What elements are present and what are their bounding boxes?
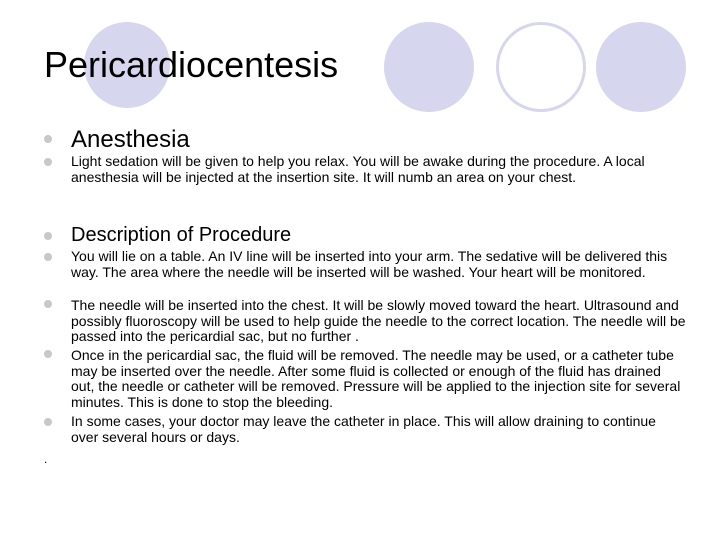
section-heading-procedure: Description of Procedure (71, 224, 292, 246)
bullet-icon (44, 158, 52, 166)
section-heading-anesthesia: Anesthesia (71, 126, 190, 153)
decor-circle-2 (384, 22, 474, 112)
decor-circle-4 (596, 22, 686, 112)
procedure-paragraph-3: Once in the pericardial sac, the fluid will be removed. The needle may be used, or a catheter tube may be inserted over the needle. After some fluid is collected or enough of the fluid has drained out, the needle or catheter will be removed. Pressure will be applied to the injection site for several minutes. This is done to stop the bleeding. (71, 347, 681, 410)
anesthesia-paragraph: Light sedation will be given to help you relax. You will be awake during the procedure. A local anesthesia will be injected at the insertion site. It will numb an area on your chest. (71, 153, 645, 185)
decor-circle-3 (496, 22, 586, 112)
bullet-icon (44, 418, 52, 426)
bullet-icon (44, 232, 52, 240)
bullet-icon (44, 350, 52, 358)
bullet-icon (44, 300, 52, 308)
bullet-icon (44, 253, 52, 261)
procedure-paragraph-4: In some cases, your doctor may leave the catheter in place. This will allow draining to continue over several hours or days. (71, 413, 656, 445)
trailing-mark: . (44, 452, 48, 466)
slide-title: Pericardiocentesis (44, 44, 339, 85)
bullet-icon (44, 135, 52, 143)
procedure-paragraph-2: The needle will be inserted into the chest. It will be slowly moved toward the heart. Ultrasound and possibly fluoroscopy will be used to help guide the needle to the correct location. The needle will be passed into the pericardial sac, but no further . (71, 297, 686, 344)
procedure-paragraph-1: You will lie on a table. An IV line will be inserted into your arm. The sedative will be delivered this way. The area where the needle will be inserted will be washed. Your heart will be monitored. (71, 248, 668, 280)
